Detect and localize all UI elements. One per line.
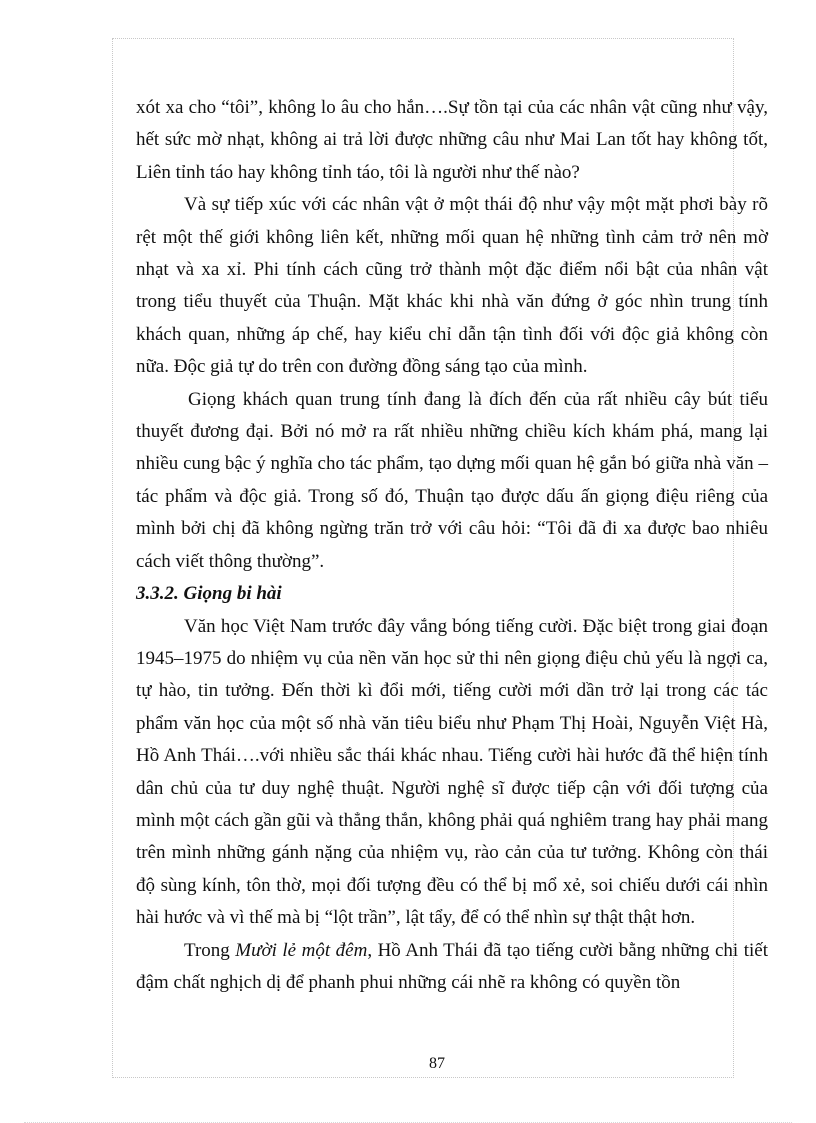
paragraph-lead: Trong	[184, 939, 236, 961]
paragraph-objective-voice: Và sự tiếp xúc với các nhân vật ở một thái độ như vậy một mặt phơi bày rõ rệt một thế giới không liên kết, những mối quan hệ những tình cảm trở nên mờ nhạt và xa xỉ. Phi tính cách cũng trở thành một đặc điểm nổi bật của nhân vật trong tiểu thuyết của Thuận. Mặt khác khi nhà văn đứng ở góc nhìn trung tính khách quan, những áp chế, hay kiểu chỉ dẫn tận tình đối với độc giả không còn nữa. Độc giả tự do trên con đường đồng sáng tạo của mình.	[136, 194, 768, 378]
page-number: 87	[429, 1055, 445, 1072]
paragraph-continuation: xót xa cho “tôi”, không lo âu cho hắn….Sự tồn tại của các nhân vật cũng như vậy, hết sức mờ nhạt, không ai trả lời được những câu như Mai Lan tốt hay không tốt, Liên tỉnh táo hay không tỉnh táo, tôi là người như thế nào?	[136, 97, 768, 183]
section-heading: 3.3.2. Giọng bi hài	[136, 583, 282, 605]
paragraph-ho-anh-thai	[136, 935, 768, 1000]
novel-title: Mười lẻ một đêm	[235, 939, 368, 961]
paragraph-rest: , Hồ Anh Thái đã tạo tiếng cười bằng những chi tiết đậm chất nghịch dị để phanh phui những cái nhẽ ra không có quyền tồn	[136, 939, 768, 993]
paragraph-neutral-voice: Giọng khách quan trung tính đang là đích đến của rất nhiều cây bút tiểu thuyết đương đại. Bởi nó mở ra rất nhiều những chiều kích khám phá, mang lại nhiều cung bậc ý nghĩa cho tác phẩm, tạo dựng mối quan hệ gắn bó giữa nhà văn – tác phẩm và độc giả. Trong số đó, Thuận tạo được dấu ấn giọng điệu riêng của mình bởi chị đã không ngừng trăn trở với câu hỏi: “Tôi đã đi xa được bao nhiêu cách viết thông thường”.	[136, 388, 768, 572]
document-body	[136, 92, 768, 999]
paragraph-tragicomic-voice: Văn học Việt Nam trước đây vắng bóng tiếng cười. Đặc biệt trong giai đoạn 1945–1975 do nhiệm vụ của nền văn học sử thi nên giọng điệu chủ yếu là ngợi ca, tự hào, tin tưởng. Đến thời kì đổi mới, tiếng cười mới dần trở lại trong các tác phẩm văn học của một số nhà văn tiêu biểu như Phạm Thị Hoài, Nguyễn Việt Hà, Hồ Anh Thái….với nhiều sắc thái khác nhau. Tiếng cười hài hước đã thể hiện tính dân chủ của tư duy nghệ thuật. Người nghệ sĩ được tiếp cận với đối tượng của mình một cách gần gũi và thẳng thắn, không phải quá nghiêm trang hay phải mang trên mình những gánh nặng của nhiệm vụ, rào cản của tư tưởng. Không còn thái độ sùng kính, tôn thờ, mọi đối tượng đều có thể bị mổ xẻ, soi chiếu dưới cái nhìn hài hước và vì thế mà bị “lột trần”, lật tẩy, để có thể nhìn sự thật thật hơn.	[136, 615, 768, 929]
